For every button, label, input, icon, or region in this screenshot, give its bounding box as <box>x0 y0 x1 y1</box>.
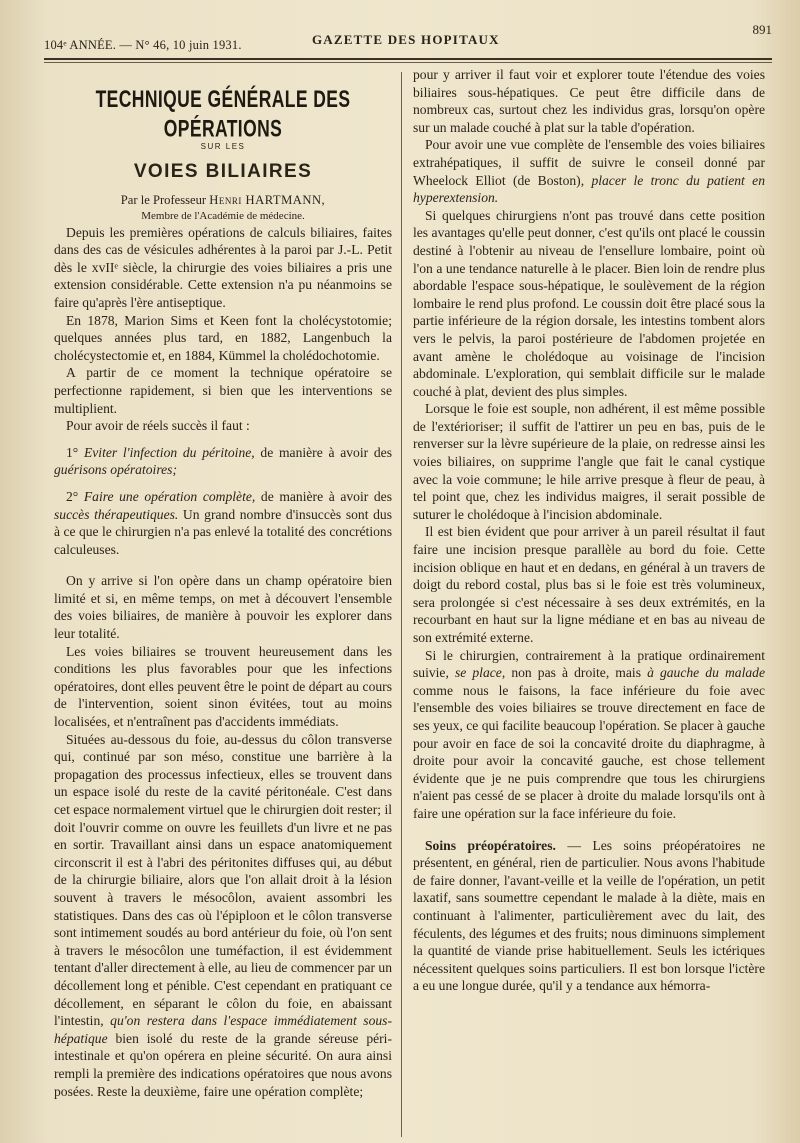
journal-title: GAZETTE DES HOPITAUX <box>312 32 500 47</box>
page-header <box>44 22 772 58</box>
list-item: 2° Faire une opération complète, de manière à avoir des succès thérapeutiques. Un grand nombre d'insuccès sont dus à ce que le chirurgien n'a pas enlevé la totalité des concrétions calculeuses. <box>54 488 392 557</box>
paragraph: Si quelques chirurgiens n'ont pas trouvé dans cette position les avantages qu'elle peut donner, c'est qu'ils ont placé le coussin destiné à l'obtenir au niveau de l'ensellure lombaire, point où l'on a une tendance naturelle à le placer. Bien loin de rendre plus abordable l'espace sous-hépatique, le soulèvement de la région lombaire le rend plus profond. Le coussin doit être placé sous la partie inférieure de la région dorsale, les intestins tombent alors vers le pelvis, la paroi postérieure de l'abdomen projetée en avant amène le cholédoque au voisinage de l'incision abdominale. L'exploration, qui semblait difficile sur le malade couché à plat, devient des plus simples. <box>413 207 765 399</box>
author-name: Henri HARTMANN, <box>209 192 326 207</box>
paragraph: Depuis les premières opérations de calculs biliaires, faites dans des cas de vésicules adhérentes à la paroi par J.-L. Petit dès le xvIIᵉ siècle, la chirurgie des voies biliaires a pris une extension considérable. Cette extension n'a pu néanmoins se faire qu'après l'ère antiseptique. <box>54 224 392 310</box>
article-subtitle: VOIES BILIAIRES <box>133 160 313 182</box>
header-rule-thin <box>44 62 772 63</box>
paragraph: A partir de ce moment la technique opératoire se perfectionne rapidement, si bien que les interventions se multiplient. <box>54 365 392 416</box>
paragraph: En 1878, Marion Sims et Keen font la cholécystotomie; quelques années plus tard, en 1882, Langenbuch la cholécystectomie et, en 1884, Kümmel la cholédochotomie. <box>54 312 392 363</box>
paragraph: Situées au-dessous du foie, au-dessus du côlon transverse qui, continué par son méso, constitue une barrière à la propagation des processus infectieux, elles se trouvent dans un espace isolé du reste de la cavité péritonéale. C'est dans cet espace normalement virtuel que le chirurgien doit rester; il doit l'ouvrir comme on ouvre les feuillets d'un livre et ne pas en sortir. Travaillant ainsi dans un espace anatomiquement circonscrit il est à l'abri des péritonites diffuses qui, au début de la chirurgie biliaire, alors que l'on allait droit à la lésion souvent à travers le mésocôlon, avaient assombri les statistiques. Dans des cas où l'épiploon et le côlon transverse sont intimement soudés au bord antérieur du foie, où l'on sent à travers le mésocôlon une tuméfaction, il est évidemment tentant d'aller directement à elle, au lieu de commencer par un décollement long et pénible. C'est cependant en pratiquant ce décollement, en séparant le côlon du foie, en abaissant l'intestin, qu'on restera dans l'espace immédiatement sous-hépatique bien isolé du reste de la grande séreuse péri-intestinale et qu'on opérera en pleine sécurité. On aura ainsi rempli la première des indications opératoires que nous avons posées. Reste la deuxième, faire une opération complète; <box>54 731 392 1099</box>
left-column <box>54 72 392 1143</box>
header-rule <box>44 58 772 60</box>
paragraph: Les voies biliaires se trouvent heureusement dans les conditions les plus favorables pour que les infections opératoires, dont elles peuvent être le point de départ au cours de l'intervention, soient sinon évitées, tout au moins localisées, et n'entraînent pas d'accidents immédiats. <box>54 643 392 730</box>
article-title-connector: SUR LES <box>200 142 246 151</box>
issue-info: 104ᵉ ANNÉE. — N° 46, 10 juin 1931. <box>44 38 242 52</box>
byline <box>54 192 392 209</box>
paragraph: Pour avoir une vue complète de l'ensemble des voies biliaires extrahépatiques, il suffit de suivre le conseil donné par Wheelock Elliot (de Boston), placer le tronc du patient en hyperextension. <box>413 137 765 206</box>
author-affiliation: Membre de l'Académie de médecine. <box>141 209 305 222</box>
paragraph: Lorsque le foie est souple, non adhérent, il est même possible de l'extérioriser; il suffit de l'attirer un peu en bas, puis de le renverser sur la lèvre supérieure de la plaie, on redresse ainsi les voies biliaires, on supprime l'angle que fait le canal cystique avec la voie commune; le hile arrive presque à fleur de peau, à tel point que, chez les individus maigres, il serait possible de suturer le cholédoque à l'incision abdominale. <box>413 401 765 522</box>
page-number: 891 <box>752 22 772 37</box>
section-paragraph: Soins préopératoires. — Les soins préopératoires ne présentent, en général, rien de particulier. Nous avons l'habitude de faire donner, l'avant-veille et la veille de l'opération, un petit laxatif, sans soumettre cependant le malade à la diète, mais en continuant à l'alimenter, particulièrement avec du lait, des féculents, des légumes et des fruits; nous diminuons simplement la quantité de viande prise habituellement. Seuls les ictériques nécessitent quelques soins particuliers. Il est bon lorsque l'ictère a eu une longue durée, qu'il y a tendance aux hémorra- <box>413 837 766 994</box>
paragraph: On y arrive si l'on opère dans un champ opératoire bien limité et si, en même temps, on met à découvert l'ensemble des voies biliaires, de manière à pouvoir les explorer dans leur totalité. <box>54 573 392 642</box>
article-title: TECHNIQUE GÉNÉRALE DES OPÉRATIONS <box>95 85 351 143</box>
byline-prefix: Par le Professeur <box>120 192 207 207</box>
right-column <box>413 66 765 1143</box>
paragraph: pour y arriver il faut voir et explorer toute l'étendue des voies biliaires sous-hépatiques. Ce peut être difficile dans de nombreux cas, surtout chez les individus gras, lorsqu'on opère sur un malade couché à plat sur la table d'opération. <box>413 67 765 135</box>
paragraph: Si le chirurgien, contrairement à la pratique ordinairement suivie, se place, non pas à droite, mais à gauche du malade comme nous le faisons, la face inférieure du foie avec l'ensemble des voies biliaires se trouve directement en face de ses yeux, ce qui facilite beaucoup l'opération. Se placer à gauche pour avoir en face de soi la concavité droite du diaphragme, à droite pour avoir la concavité gauche, est chose tellement évidente que je ne puis comprendre que tous les chirurgiens n'aient pas cessé de se placer à droite du malade lorsqu'ils ont à faire une opération sur la face inférieure du foie. <box>413 647 765 821</box>
section-heading: Soins préopératoires. <box>425 837 556 853</box>
paragraph: Pour avoir de réels succès il faut : <box>66 418 250 434</box>
column-divider <box>401 72 402 1137</box>
list-item: 1° Eviter l'infection du péritoine, de manière à avoir des guérisons opératoires; <box>54 444 393 478</box>
paragraph: Il est bien évident que pour arriver à un pareil résultat il faut faire une incision presque parallèle au bord du foie. Cette incision oblique en haut et en dedans, en général à un travers de doigt du rebord costal, plus bas si le foie est très volumineux, sera prolongée si c'est nécessaire à ses deux extrémités, en la recourbant en haut sur la ligne médiane et en bas au niveau de son extrémité externe. <box>413 524 765 645</box>
